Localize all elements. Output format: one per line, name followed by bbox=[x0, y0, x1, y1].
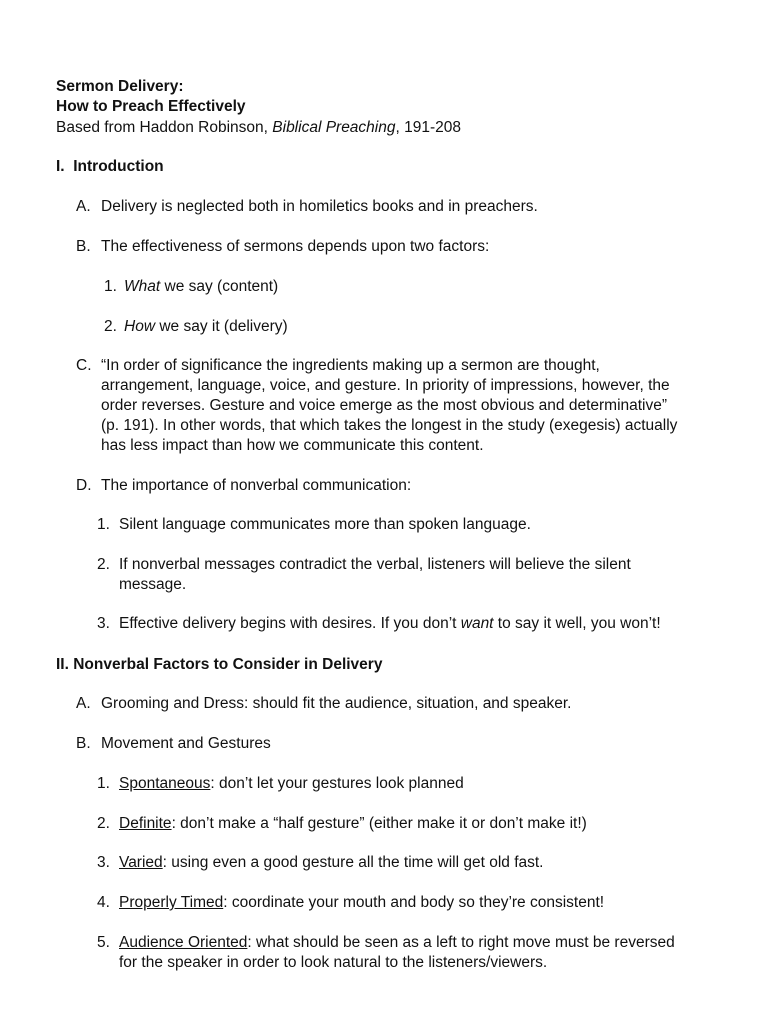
item-marker: 3. bbox=[97, 615, 110, 632]
item-text: The effectiveness of sermons depends upon two factors: bbox=[101, 238, 490, 255]
item-marker: B. bbox=[76, 238, 91, 255]
outline-item-1D3 bbox=[97, 614, 661, 634]
term-audience-oriented: Audience Oriented bbox=[119, 934, 248, 951]
outline-item-2B3 bbox=[97, 853, 544, 873]
item-text-line: for the speaker in order to look natural to the listeners/viewers. bbox=[119, 954, 548, 971]
outline-item-1D1 bbox=[97, 515, 531, 535]
source-line bbox=[56, 118, 461, 138]
item-marker: 2. bbox=[97, 815, 110, 832]
quote-line: order reverses. Gesture and voice emerge as the most obvious and determinative” bbox=[101, 397, 668, 414]
section-1-heading bbox=[56, 157, 164, 177]
item-text: The importance of nonverbal communication: bbox=[101, 477, 412, 494]
item-marker: 4. bbox=[97, 894, 110, 911]
item-text-line: If nonverbal messages contradict the verbal, listeners will believe the silent bbox=[119, 556, 631, 573]
outline-item-1A bbox=[76, 197, 538, 217]
outline-item-2B2 bbox=[97, 814, 587, 834]
item-marker: D. bbox=[76, 477, 92, 494]
outline-item-2B1 bbox=[97, 774, 464, 794]
title-line-1: Sermon Delivery: bbox=[56, 78, 184, 95]
source-suffix: , 191-208 bbox=[395, 119, 461, 136]
item-marker: 1. bbox=[104, 278, 117, 295]
term-varied: Varied bbox=[119, 854, 163, 871]
item-text-line: message. bbox=[119, 576, 187, 593]
item-text: Movement and Gestures bbox=[101, 735, 271, 752]
item-text: Grooming and Dress: should fit the audience, situation, and speaker. bbox=[101, 695, 572, 712]
section-2-title: Nonverbal Factors to Consider in Delivery bbox=[73, 656, 383, 673]
item-text: : coordinate your mouth and body so they’re consistent! bbox=[223, 894, 605, 911]
emphasis-what: What bbox=[124, 278, 161, 295]
outline-item-2B bbox=[76, 734, 271, 754]
emphasis-how: How bbox=[124, 318, 156, 335]
item-marker: 5. bbox=[97, 934, 110, 951]
source-book: Biblical Preaching bbox=[272, 119, 396, 136]
item-text: : using even a good gesture all the time will get old fast. bbox=[162, 854, 544, 871]
item-marker: 1. bbox=[97, 775, 110, 792]
item-marker: A. bbox=[76, 198, 91, 215]
item-text: Delivery is neglected both in homiletics books and in preachers. bbox=[101, 198, 538, 215]
item-text: Silent language communicates more than spoken language. bbox=[119, 516, 531, 533]
outline-item-2A bbox=[76, 694, 571, 714]
quote-line: has less impact than how we communicate this content. bbox=[101, 437, 484, 454]
item-text: we say (content) bbox=[160, 278, 279, 295]
item-text: we say it (delivery) bbox=[155, 318, 288, 335]
outline-item-1B2 bbox=[104, 317, 288, 337]
item-marker: 3. bbox=[97, 854, 110, 871]
quote-line: (p. 191). In other words, that which takes the longest in the study (exegesis) actually bbox=[101, 417, 678, 434]
outline-item-1B bbox=[76, 237, 489, 257]
source-prefix: Based from Haddon Robinson, bbox=[56, 119, 273, 136]
item-text: : what should be seen as a left to right move must be reversed bbox=[247, 934, 675, 951]
emphasis-want: want bbox=[460, 615, 494, 632]
term-properly-timed: Properly Timed bbox=[119, 894, 224, 911]
outline-item-1B1 bbox=[104, 277, 278, 297]
outline-item-1D2 bbox=[97, 555, 697, 595]
term-spontaneous: Spontaneous bbox=[119, 775, 211, 792]
outline-item-1D bbox=[76, 476, 411, 496]
term-definite: Definite bbox=[119, 815, 172, 832]
outline-item-1C bbox=[76, 356, 716, 456]
item-marker: 1. bbox=[97, 516, 110, 533]
item-marker: C. bbox=[76, 357, 92, 374]
item-marker: B. bbox=[76, 735, 91, 752]
item-text: : don’t let your gestures look planned bbox=[210, 775, 464, 792]
quote-line: “In order of significance the ingredients making up a sermon are thought, bbox=[101, 357, 600, 374]
item-text: : don’t make a “half gesture” (either make it or don’t make it!) bbox=[171, 815, 587, 832]
section-1-title: Introduction bbox=[73, 158, 164, 175]
quote-line: arrangement, language, voice, and gesture. In priority of impressions, however, the bbox=[101, 377, 670, 394]
title-line-2: How to Preach Effectively bbox=[56, 98, 246, 115]
section-2-marker: II. bbox=[56, 656, 69, 673]
section-2-heading bbox=[56, 655, 382, 675]
item-text: Effective delivery begins with desires. If you don’t bbox=[119, 615, 461, 632]
item-marker: 2. bbox=[97, 556, 110, 573]
item-text: to say it well, you won’t! bbox=[493, 615, 661, 632]
outline-item-2B5 bbox=[97, 933, 717, 973]
section-1-marker: I. bbox=[56, 158, 65, 175]
quote-paragraph bbox=[101, 356, 716, 456]
item-marker: A. bbox=[76, 695, 91, 712]
outline-item-2B4 bbox=[97, 893, 604, 913]
item-marker: 2. bbox=[104, 318, 117, 335]
